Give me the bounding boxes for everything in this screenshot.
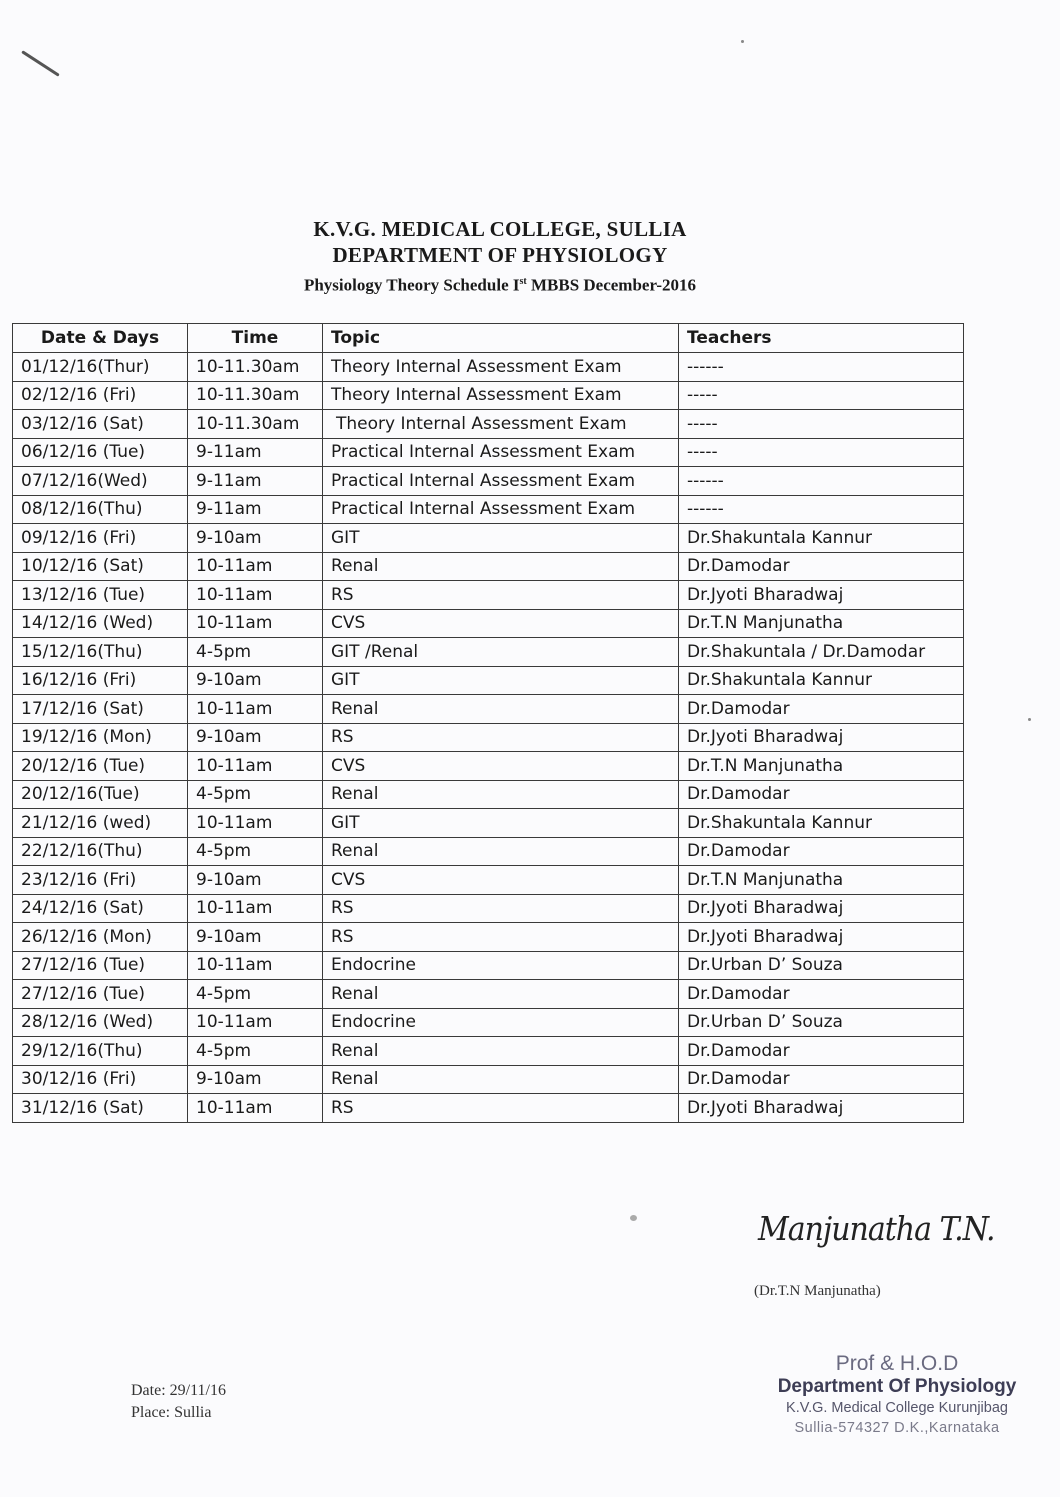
- table-row: [13, 923, 964, 952]
- cell-teacher: Dr.Damodar: [679, 695, 964, 724]
- cell-topic: RS: [323, 1094, 679, 1123]
- cell-date: 24/12/16 (Sat): [13, 894, 188, 923]
- cell-date: 15/12/16(Thu): [13, 638, 188, 667]
- cell-time: 9-10am: [188, 866, 323, 895]
- cell-date: 08/12/16(Thu): [13, 495, 188, 524]
- cell-topic: RS: [323, 923, 679, 952]
- cell-topic: Renal: [323, 552, 679, 581]
- cell-date: 21/12/16 (wed): [13, 809, 188, 838]
- cell-topic: Practical Internal Assessment Exam: [323, 495, 679, 524]
- handwritten-signature: Manjunatha T.N.: [758, 1210, 995, 1249]
- table-row: [13, 1094, 964, 1123]
- cell-time: 10-11am: [188, 552, 323, 581]
- cell-teacher: Dr.T.N Manjunatha: [679, 609, 964, 638]
- table-row: [13, 581, 964, 610]
- cell-topic: RS: [323, 581, 679, 610]
- hod-stamp: [742, 1352, 1052, 1438]
- cell-time: 4-5pm: [188, 980, 323, 1009]
- cell-date: 10/12/16 (Sat): [13, 552, 188, 581]
- issue-place: Place: Sullia: [131, 1404, 212, 1421]
- scan-speck: [1028, 718, 1031, 721]
- stamp-address: Sullia-574327 D.K.,Karnataka: [794, 1420, 1000, 1436]
- cell-date: 19/12/16 (Mon): [13, 723, 188, 752]
- cell-time: 10-11.30am: [188, 410, 323, 439]
- cell-topic: GIT: [323, 666, 679, 695]
- issue-date: Date: 29/11/16: [131, 1382, 226, 1399]
- cell-teacher: -----: [679, 438, 964, 467]
- schedule-title-superscript: st: [519, 276, 527, 287]
- cell-topic: Renal: [323, 780, 679, 809]
- cell-date: 22/12/16(Thu): [13, 837, 188, 866]
- cell-topic: RS: [323, 894, 679, 923]
- cell-teacher: -----: [679, 381, 964, 410]
- signatory-name: (Dr.T.N Manjunatha): [754, 1283, 881, 1299]
- cell-date: 17/12/16 (Sat): [13, 695, 188, 724]
- cell-topic: Renal: [323, 980, 679, 1009]
- cell-time: 10-11am: [188, 695, 323, 724]
- cell-teacher: Dr.Jyoti Bharadwaj: [679, 1094, 964, 1123]
- cell-teacher: Dr.Jyoti Bharadwaj: [679, 894, 964, 923]
- cell-topic: Endocrine: [323, 1008, 679, 1037]
- cell-teacher: Dr.Damodar: [679, 552, 964, 581]
- cell-time: 4-5pm: [188, 780, 323, 809]
- cell-time: 9-11am: [188, 467, 323, 496]
- cell-teacher: Dr.Damodar: [679, 980, 964, 1009]
- cell-teacher: Dr.Urban D’ Souza: [679, 1008, 964, 1037]
- cell-date: 09/12/16 (Fri): [13, 524, 188, 553]
- cell-teacher: Dr.Shakuntala Kannur: [679, 666, 964, 695]
- table-row: [13, 980, 964, 1009]
- cell-time: 10-11am: [188, 809, 323, 838]
- cell-teacher: Dr.Jyoti Bharadwaj: [679, 923, 964, 952]
- cell-teacher: Dr.Shakuntala Kannur: [679, 524, 964, 553]
- table-row: [13, 467, 964, 496]
- cell-date: 16/12/16 (Fri): [13, 666, 188, 695]
- document-header: [0, 216, 1000, 298]
- cell-teacher: Dr.Damodar: [679, 1065, 964, 1094]
- college-name: K.V.G. MEDICAL COLLEGE, SULLIA: [313, 217, 687, 241]
- cell-topic: Renal: [323, 695, 679, 724]
- cell-topic: Theory Internal Assessment Exam: [323, 353, 679, 382]
- cell-topic: Endocrine: [323, 951, 679, 980]
- table-row: [13, 552, 964, 581]
- stray-pen-mark: [21, 50, 60, 76]
- table-row: [13, 410, 964, 439]
- table-row: [13, 524, 964, 553]
- scan-speck: [630, 1215, 637, 1221]
- cell-topic: Theory Internal Assessment Exam: [323, 381, 679, 410]
- cell-teacher: ------: [679, 467, 964, 496]
- cell-time: 9-10am: [188, 666, 323, 695]
- cell-topic: GIT: [323, 524, 679, 553]
- cell-teacher: -----: [679, 410, 964, 439]
- cell-teacher: Dr.T.N Manjunatha: [679, 752, 964, 781]
- cell-teacher: Dr.Damodar: [679, 780, 964, 809]
- cell-date: 20/12/16(Tue): [13, 780, 188, 809]
- cell-time: 9-10am: [188, 723, 323, 752]
- table-row: [13, 609, 964, 638]
- cell-topic: Theory Internal Assessment Exam: [323, 410, 679, 439]
- cell-time: 4-5pm: [188, 1037, 323, 1066]
- cell-date: 07/12/16(Wed): [13, 467, 188, 496]
- cell-time: 9-10am: [188, 524, 323, 553]
- cell-teacher: Dr.Shakuntala / Dr.Damodar: [679, 638, 964, 667]
- cell-teacher: ------: [679, 495, 964, 524]
- table-row: [13, 951, 964, 980]
- cell-date: 28/12/16 (Wed): [13, 1008, 188, 1037]
- cell-topic: GIT /Renal: [323, 638, 679, 667]
- cell-time: 10-11am: [188, 581, 323, 610]
- cell-date: 13/12/16 (Tue): [13, 581, 188, 610]
- cell-date: 29/12/16(Thu): [13, 1037, 188, 1066]
- stamp-college: K.V.G. Medical College Kurunjibag: [786, 1400, 1008, 1416]
- date-place-block: [131, 1380, 226, 1424]
- table-row: [13, 1037, 964, 1066]
- cell-time: 10-11.30am: [188, 353, 323, 382]
- cell-time: 10-11am: [188, 894, 323, 923]
- cell-time: 9-10am: [188, 923, 323, 952]
- table-row: [13, 752, 964, 781]
- table-row: [13, 837, 964, 866]
- table-header-row: [13, 324, 964, 353]
- cell-date: 23/12/16 (Fri): [13, 866, 188, 895]
- cell-teacher: ------: [679, 353, 964, 382]
- table-row: [13, 353, 964, 382]
- table-row: [13, 495, 964, 524]
- stamp-title: Prof & H.O.D: [835, 1352, 959, 1375]
- table-row: [13, 695, 964, 724]
- cell-topic: Practical Internal Assessment Exam: [323, 438, 679, 467]
- cell-date: 20/12/16 (Tue): [13, 752, 188, 781]
- cell-teacher: Dr.Jyoti Bharadwaj: [679, 581, 964, 610]
- schedule-table: [12, 323, 964, 1123]
- cell-date: 06/12/16 (Tue): [13, 438, 188, 467]
- schedule-title-suffix: MBBS December-2016: [526, 275, 697, 295]
- cell-date: 02/12/16 (Fri): [13, 381, 188, 410]
- cell-topic: Practical Internal Assessment Exam: [323, 467, 679, 496]
- cell-time: 9-11am: [188, 495, 323, 524]
- cell-date: 30/12/16 (Fri): [13, 1065, 188, 1094]
- cell-topic: CVS: [323, 866, 679, 895]
- cell-topic: RS: [323, 723, 679, 752]
- cell-date: 26/12/16 (Mon): [13, 923, 188, 952]
- cell-time: 10-11am: [188, 1008, 323, 1037]
- table-row: [13, 1065, 964, 1094]
- table-row: [13, 1008, 964, 1037]
- cell-teacher: Dr.Jyoti Bharadwaj: [679, 723, 964, 752]
- cell-topic: CVS: [323, 609, 679, 638]
- cell-time: 4-5pm: [188, 638, 323, 667]
- cell-topic: CVS: [323, 752, 679, 781]
- column-header-topic: Topic: [323, 324, 679, 353]
- schedule-table-body: [13, 353, 964, 1123]
- cell-topic: Renal: [323, 1037, 679, 1066]
- cell-date: 27/12/16 (Tue): [13, 951, 188, 980]
- cell-date: 03/12/16 (Sat): [13, 410, 188, 439]
- table-row: [13, 809, 964, 838]
- cell-time: 10-11am: [188, 951, 323, 980]
- schedule-title: [0, 270, 1000, 298]
- table-row: [13, 723, 964, 752]
- cell-teacher: Dr.T.N Manjunatha: [679, 866, 964, 895]
- cell-time: 10-11am: [188, 609, 323, 638]
- cell-date: 14/12/16 (Wed): [13, 609, 188, 638]
- cell-time: 10-11am: [188, 1094, 323, 1123]
- cell-time: 10-11.30am: [188, 381, 323, 410]
- cell-date: 27/12/16 (Tue): [13, 980, 188, 1009]
- column-header-date: Date & Days: [13, 324, 188, 353]
- cell-time: 9-10am: [188, 1065, 323, 1094]
- cell-topic: Renal: [323, 837, 679, 866]
- table-row: [13, 866, 964, 895]
- table-row: [13, 666, 964, 695]
- column-header-teachers: Teachers: [679, 324, 964, 353]
- column-header-time: Time: [188, 324, 323, 353]
- scan-speck: [741, 40, 744, 43]
- table-row: [13, 438, 964, 467]
- table-row: [13, 381, 964, 410]
- schedule-title-prefix: Physiology Theory Schedule I: [303, 275, 520, 295]
- cell-date: 01/12/16(Thur): [13, 353, 188, 382]
- table-row: [13, 780, 964, 809]
- table-row: [13, 638, 964, 667]
- cell-teacher: Dr.Urban D’ Souza: [679, 951, 964, 980]
- cell-teacher: Dr.Shakuntala Kannur: [679, 809, 964, 838]
- cell-topic: GIT: [323, 809, 679, 838]
- cell-time: 10-11am: [188, 752, 323, 781]
- cell-teacher: Dr.Damodar: [679, 837, 964, 866]
- cell-topic: Renal: [323, 1065, 679, 1094]
- cell-time: 9-11am: [188, 438, 323, 467]
- cell-teacher: Dr.Damodar: [679, 1037, 964, 1066]
- cell-time: 4-5pm: [188, 837, 323, 866]
- department-name: DEPARTMENT OF PHYSIOLOGY: [332, 243, 668, 267]
- stamp-department: Department Of Physiology: [777, 1376, 1017, 1397]
- table-row: [13, 894, 964, 923]
- cell-date: 31/12/16 (Sat): [13, 1094, 188, 1123]
